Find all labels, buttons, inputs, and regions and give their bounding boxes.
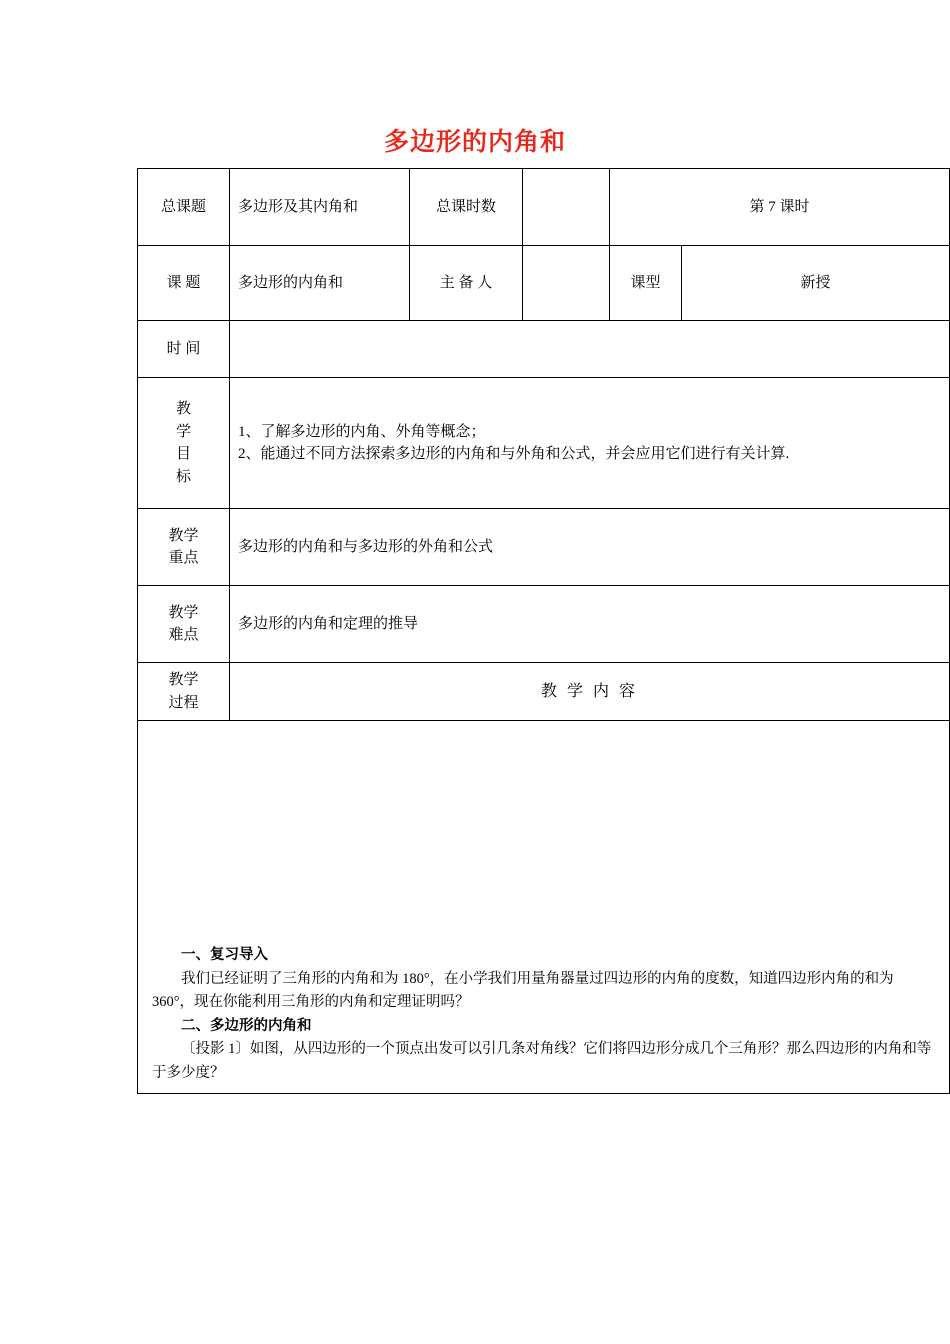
table-row: [138, 509, 950, 586]
content-paragraph-polygon-sum: 〔投影 1〕如图，从四边形的一个顶点出发可以引几条对角线？它们将四边形分成几个三角形？那么四边形的内角和等于多少度？: [152, 1041, 932, 1081]
table-row: [138, 378, 950, 509]
lesson-plan-table: [137, 168, 950, 1094]
cell-value-teaching-goals: 1、了解多边形的内角、外角等概念； 2、能通过不同方法探索多边形的内角和与外角和公式，并会应用它们进行有关计算.: [230, 378, 950, 509]
cell-label-total-periods: 总课时数: [410, 169, 523, 246]
cell-label-main-preparer: 主 备 人: [410, 246, 523, 321]
cell-value-key-point: 多边形的内角和与多边形的外角和公式: [230, 509, 950, 586]
cell-value-teaching-content-header: 教 学 内 容: [230, 663, 950, 721]
cell-value-difficult-point: 多边形的内角和定理的推导: [230, 586, 950, 663]
table-row: [138, 246, 950, 321]
table-row: [138, 321, 950, 378]
page-title: 多边形的内角和: [383, 127, 566, 156]
cell-label-teaching-process: 教学 过程: [138, 663, 230, 721]
content-heading-review: 一、复习导入: [181, 947, 268, 964]
cell-label-total-topic: 总课题: [138, 169, 230, 246]
table-row: [138, 721, 950, 1094]
cell-value-period-number: 第 7 课时: [610, 169, 950, 246]
cell-label-key-point: 教学 重点: [138, 509, 230, 586]
content-heading-polygon-sum: 二、多边形的内角和: [181, 1017, 312, 1034]
cell-value-time: [230, 321, 950, 378]
table-row: [138, 586, 950, 663]
cell-label-teaching-goals: 教 学 目 标: [138, 378, 230, 509]
content-paragraph-review: 我们已经证明了三角形的内角和为 180°，在小学我们用量角器量过四边形的内角的度数，知道四边形内角的和为 360°，现在你能利用三角形的内角和定理证明吗？: [152, 970, 894, 1011]
cell-label-time: 时 间: [138, 321, 230, 378]
cell-label-difficult-point: 教学 难点: [138, 586, 230, 663]
cell-value-main-preparer: [523, 246, 610, 321]
cell-value-total-periods: [523, 169, 610, 246]
cell-label-topic: 课 题: [138, 246, 230, 321]
cell-value-class-type: 新授: [682, 246, 950, 321]
table-row: [138, 169, 950, 246]
cell-value-topic: 多边形的内角和: [230, 246, 410, 321]
cell-label-class-type: 课型: [610, 246, 682, 321]
cell-teaching-content-body: [138, 721, 950, 1094]
cell-value-total-topic: 多边形及其内角和: [230, 169, 410, 246]
table-row: [138, 663, 950, 721]
